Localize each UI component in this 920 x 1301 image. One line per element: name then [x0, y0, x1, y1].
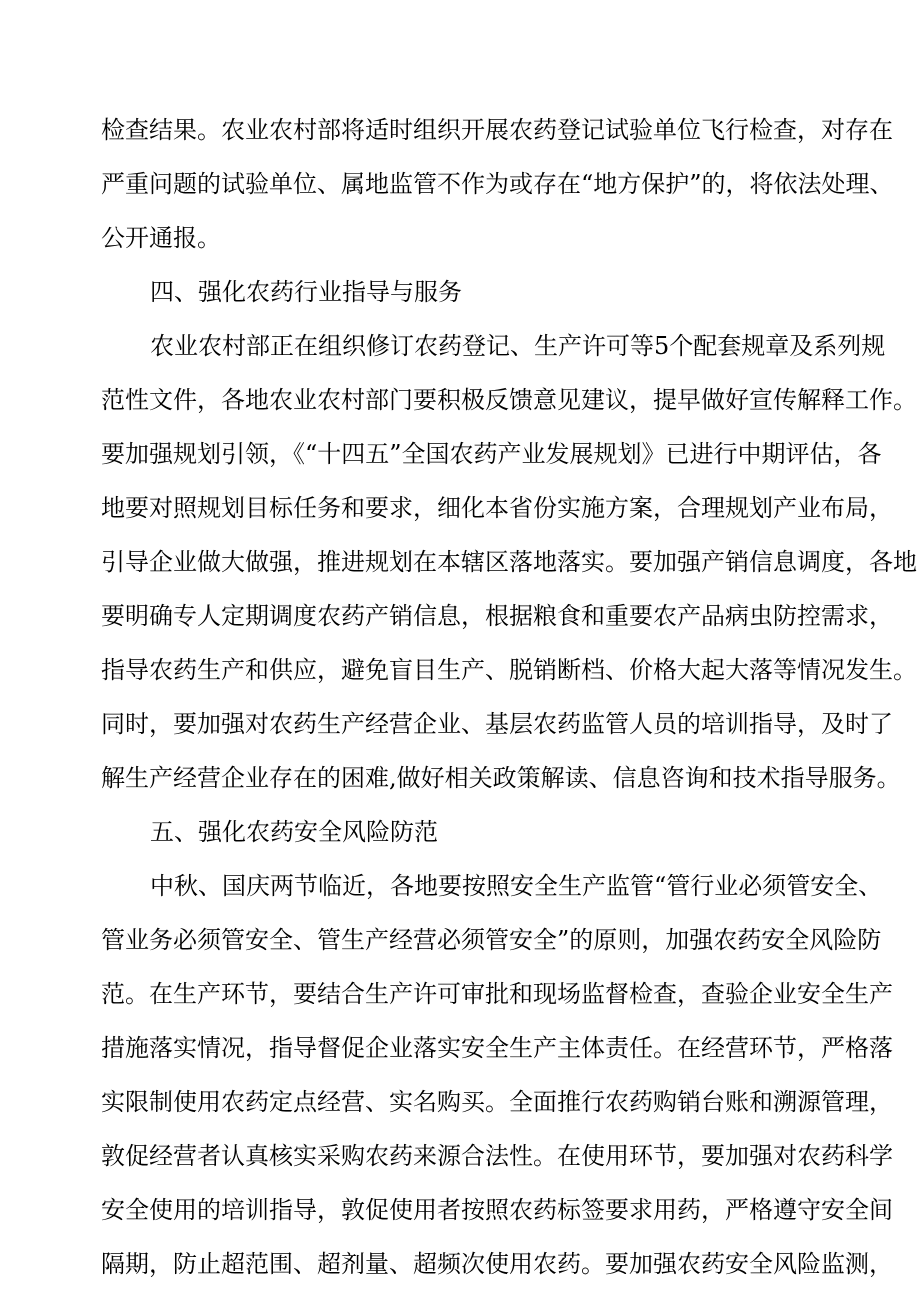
paragraph-line: 范。在生产环节，要结合生产许可审批和现场监督检查，查验企业安全生产	[101, 980, 893, 1008]
paragraph-line: 措施落实情况，指导督促企业落实安全生产主体责任。在经营环节，严格落	[101, 1034, 893, 1062]
paragraph-line: 实限制使用农药定点经营、实名购买。全面推行农药购销台账和溯源管理，	[101, 1088, 893, 1116]
paragraph-line: 地要对照规划目标任务和要求，细化本省份实施方案，合理规划产业布局，	[101, 494, 893, 522]
paragraph-line: 农业农村部正在组织修订农药登记、生产许可等5个配套规章及系列规	[150, 332, 886, 360]
paragraph-line: 要明确专人定期调度农药产销信息，根据粮食和重要农产品病虫防控需求，	[101, 602, 893, 630]
paragraph-line: 解生产经营企业存在的困难,做好相关政策解读、信息咨询和技术指导服务。	[101, 764, 901, 792]
section-heading: 五、强化农药安全风险防范	[150, 818, 438, 846]
paragraph-line: 隔期，防止超范围、超剂量、超频次使用农药。要加强农药安全风险监测，	[101, 1250, 893, 1278]
paragraph-line: 安全使用的培训指导，敦促使用者按照农药标签要求用药，严格遵守安全间	[101, 1196, 893, 1224]
paragraph-line: 公开通报。	[101, 224, 221, 252]
paragraph-line: 检查结果。农业农村部将适时组织开展农药登记试验单位飞行检查，对存在	[101, 116, 893, 144]
paragraph-line: 同时，要加强对农药生产经营企业、基层农药监管人员的培训指导，及时了	[101, 710, 893, 738]
paragraph-line: 管业务必须管安全、管生产经营必须管安全”的原则，加强农药安全风险防	[101, 926, 882, 954]
paragraph-line: 指导农药生产和供应，避免盲目生产、脱销断档、价格大起大落等情况发生。	[101, 656, 917, 684]
paragraph-line: 要加强规划引领，《“十四五”全国农药产业发展规划》已进行中期评估，各	[101, 440, 882, 468]
paragraph-line: 中秋、国庆两节临近，各地要按照安全生产监管“管行业必须管安全、	[150, 872, 883, 900]
paragraph-line: 引导企业做大做强，推进规划在本辖区落地落实。要加强产销信息调度，各地	[101, 548, 917, 576]
paragraph-line: 敦促经营者认真核实采购农药来源合法性。在使用环节，要加强对农药科学	[101, 1142, 893, 1170]
section-heading: 四、强化农药行业指导与服务	[150, 278, 462, 306]
paragraph-line: 严重问题的试验单位、属地监管不作为或存在“地方保护”的，将依法处理、	[101, 170, 894, 198]
paragraph-line: 范性文件，各地农业农村部门要积极反馈意见建议，提早做好宣传解释工作。	[101, 386, 917, 414]
